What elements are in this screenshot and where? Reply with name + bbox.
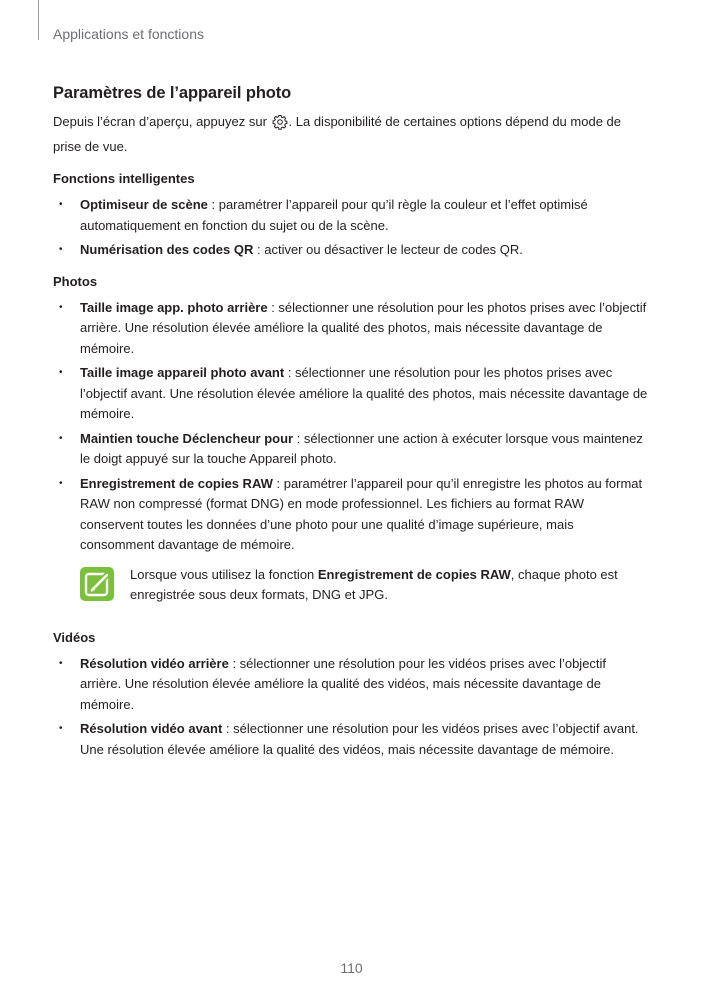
intro-text-start: Depuis l’écran d’aperçu, appuyez sur (53, 114, 267, 129)
subsection-heading-videos: Vidéos (53, 629, 96, 645)
bullet: • (59, 477, 63, 489)
option-description: : sélectionner une résolution pour les vidéos prises avec l’objectif avant. Une résolution élevée améliore la qualité des vidéos, mais nécessite davantage de mémoire. (80, 721, 639, 757)
option-term: Taille image app. photo arrière (80, 299, 268, 315)
bullet: • (59, 367, 63, 378)
option-term: Taille image appareil photo avant (80, 365, 285, 380)
list-item (53, 719, 649, 760)
note-text-start: Lorsque vous utilisez la fonction (130, 566, 318, 582)
note-text-end: , chaque photo est enregistrée sous deux formats, DNG et JPG. (130, 566, 618, 602)
list-item (53, 429, 649, 470)
subsection-heading-smart: Fonctions intelligentes (53, 171, 195, 186)
option-term: Optimiseur de scène (80, 197, 208, 212)
bullet: • (59, 432, 63, 444)
list-item (53, 298, 649, 360)
page-number: 110 (340, 960, 363, 976)
gear-icon (272, 114, 288, 137)
bullet: • (59, 723, 63, 734)
intro-text-end: . La disponibilité de certaines options dépend du mode de prise de vue. (53, 114, 621, 154)
list-item (53, 195, 649, 236)
option-term: Résolution vidéo arrière (80, 655, 229, 671)
option-description: : paramétrer l’appareil pour qu’il règle la couleur et l’effet optimisé automatiquement en fonction du sujet ou de la scène. (80, 197, 588, 233)
bullet: • (59, 199, 63, 210)
header-rule (38, 0, 39, 40)
running-head: Applications et fonctions (53, 26, 204, 42)
videos-list (53, 654, 649, 761)
list-item (53, 474, 649, 556)
option-description: : paramétrer l’appareil pour qu’il enregistre les photos au format RAW non compressé (format DNG) en mode professionnel. Les fichiers au format RAW conservent toutes les données d’une photo pour une qualité d’image supérieure, mais consomment davantage de mémoire. (80, 475, 643, 552)
photos-list (53, 298, 649, 556)
section-title: Paramètres de l’appareil photo (53, 84, 292, 102)
option-description: : activer ou désactiver le lecteur de codes QR. (253, 242, 523, 257)
option-term: Enregistrement de copies RAW (80, 475, 273, 491)
option-term: Numérisation des codes QR (80, 242, 254, 257)
option-description: : sélectionner une résolution pour les photos prises avec l’objectif avant. Une résolution élevée améliore la qualité des photos, mais nécessite davantage de mémoire. (80, 365, 648, 421)
smart-functions-list (53, 195, 649, 261)
bullet: • (59, 301, 63, 313)
subsection-heading-photos: Photos (53, 273, 98, 289)
option-term: Résolution vidéo avant (80, 721, 223, 736)
bullet: • (59, 657, 63, 669)
list-item (53, 240, 649, 261)
note-pencil-icon (80, 567, 114, 601)
list-item (53, 363, 649, 425)
note-term: Enregistrement de copies RAW (317, 566, 511, 582)
option-description: : sélectionner une résolution pour les photos prises avec l’objectif arrière. Une résolution élevée améliore la qualité des photos, mais nécessite davantage de mémoire. (80, 299, 647, 356)
list-item (53, 654, 649, 716)
intro-paragraph (53, 112, 649, 157)
option-description: : sélectionner une action à exécuter lorsque vous maintenez le doigt appuyé sur la touche Appareil photo. (80, 430, 643, 466)
option-term: Maintien touche Déclencheur pour (80, 430, 294, 446)
page-content (53, 84, 649, 771)
note-box (53, 565, 649, 606)
bullet: • (59, 244, 63, 255)
option-description: : sélectionner une résolution pour les vidéos prises avec l’objectif arrière. Une résolution élevée améliore la qualité des vidéos, mais nécessite davantage de mémoire. (80, 655, 607, 712)
